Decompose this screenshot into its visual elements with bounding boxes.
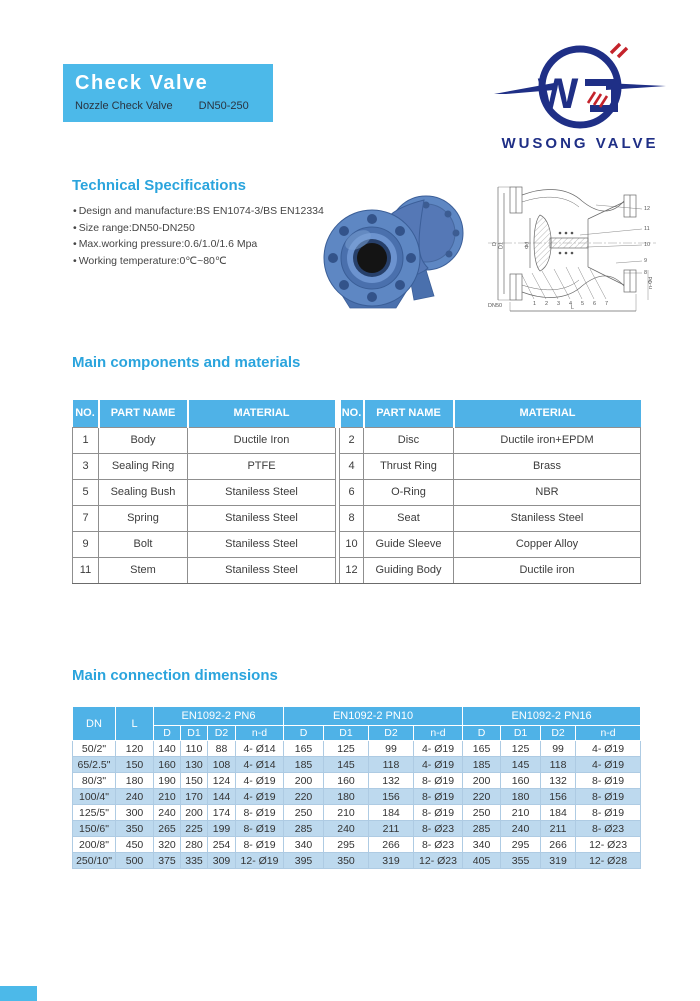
table-cell: 200 [181,805,208,821]
table-cell: 156 [369,789,414,805]
table-cell: 4 [340,453,364,479]
brand-name: WUSONG VALVE [501,135,659,152]
dim-label: L [571,305,575,311]
table-cell: Disc [364,427,454,453]
column-group-header: EN1092-2 PN10 [284,707,463,726]
table-cell: 285 [463,821,501,837]
table-cell: 170 [181,789,208,805]
callout-number: 8 [644,270,648,276]
table-cell: 211 [541,821,576,837]
table-cell: 165 [463,741,501,757]
company-logo [490,40,670,152]
table-cell: 3 [73,453,99,479]
table-cell: 185 [463,757,501,773]
table-cell: PTFE [188,453,336,479]
table-cell: 6 [340,479,364,505]
table-cell: 180 [324,789,369,805]
components-table-header [73,400,641,427]
table-cell: 375 [154,853,181,869]
table-cell: 160 [154,757,181,773]
table-cell: 80/3" [73,773,116,789]
header-row [73,400,641,427]
table-row [73,805,641,821]
table-row [73,505,641,531]
column-subheader: n-d [414,726,463,741]
table-cell: 180 [501,789,541,805]
table-cell: 200 [463,773,501,789]
column-group-header: EN1092-2 PN16 [463,707,641,726]
dimensions-table-body [73,741,641,869]
table-cell: 8- Ø19 [236,821,284,837]
callout-number: 6 [593,301,597,307]
table-cell: Ductile iron [454,557,641,583]
table-row [73,479,641,505]
table-cell: 165 [284,741,324,757]
valve-photo [322,188,470,316]
table-cell: 220 [284,789,324,805]
dim-label: Φd [524,241,531,249]
dim-label: n-Φd [648,276,654,289]
table-row [73,427,641,453]
page-title: Check Valve [75,72,209,94]
table-cell: 1 [73,427,99,453]
callout-number: 11 [644,226,650,232]
footer-corner-accent [0,986,37,1001]
table-cell: 200 [284,773,324,789]
table-cell: 319 [369,853,414,869]
table-row [73,853,641,869]
table-cell: 100/4" [73,789,116,805]
table-cell: 160 [324,773,369,789]
table-cell: 295 [324,837,369,853]
column-subheader: D2 [369,726,414,741]
table-cell: Ductile iron+EPDM [454,427,641,453]
spec-item: • Max.working pressure:0.6/1.0/1.6 Mpa [73,236,324,253]
table-cell: 340 [463,837,501,853]
table-cell: 266 [369,837,414,853]
table-cell: 144 [208,789,236,805]
table-cell: 350 [116,821,154,837]
table-cell: 125 [324,741,369,757]
table-cell: 8- Ø19 [414,805,463,821]
table-cell: 120 [116,741,154,757]
table-cell: O-Ring [364,479,454,505]
table-cell: 184 [541,805,576,821]
table-cell: 12- Ø23 [414,853,463,869]
table-cell: 254 [208,837,236,853]
table-cell: 395 [284,853,324,869]
table-cell: 240 [501,821,541,837]
table-cell: Stem [99,557,188,583]
column-header: NO. [73,400,99,427]
table-cell: 210 [501,805,541,821]
table-cell: 88 [208,741,236,757]
table-cell: 265 [154,821,181,837]
table-cell: 9 [73,531,99,557]
table-cell: 8- Ø23 [414,837,463,853]
table-cell: 266 [541,837,576,853]
column-subheader: D [154,726,181,741]
table-cell: 65/2.5" [73,757,116,773]
table-cell: 10 [340,531,364,557]
table-row [73,557,641,583]
spec-item: • Size range:DN50-DN250 [73,220,324,237]
table-cell: 118 [541,757,576,773]
table-cell: 150 [116,757,154,773]
table-cell: Staniless Steel [188,479,336,505]
table-cell: 184 [369,805,414,821]
table-cell: Staniless Steel [188,531,336,557]
table-row [73,531,641,557]
table-row [73,453,641,479]
table-cell: 250/10" [73,853,116,869]
table-cell: 12 [340,557,364,583]
table-row [73,789,641,805]
column-header: PART NAME [99,400,188,427]
table-row [73,773,641,789]
table-cell: Copper Alloy [454,531,641,557]
section-heading-specs: Technical Specifications [72,177,246,194]
callout-number: 12 [644,206,651,212]
table-cell: Seat [364,505,454,531]
table-cell: 319 [541,853,576,869]
table-cell: 4- Ø19 [576,741,641,757]
table-cell: 4- Ø19 [414,741,463,757]
column-subheader: D1 [181,726,208,741]
table-cell: 99 [369,741,414,757]
table-cell: 240 [154,805,181,821]
dimensions-table-header [73,707,641,741]
table-cell: Bolt [99,531,188,557]
table-cell: 450 [116,837,154,853]
column-group-header: EN1092-2 PN6 [154,707,284,726]
dim-label: D [492,242,498,246]
table-cell: 250 [284,805,324,821]
table-row [73,741,641,757]
callout-number: 9 [644,258,648,264]
product-type-label: Nozzle Check Valve [75,100,173,112]
table-cell: 130 [181,757,208,773]
table-cell: 110 [181,741,208,757]
column-subheader: D [463,726,501,741]
spec-item: • Working temperature:0℃~80℃ [73,253,324,270]
table-cell: 280 [181,837,208,853]
column-header: NO. [340,400,364,427]
table-cell: 8- Ø19 [414,773,463,789]
table-cell: 5 [73,479,99,505]
components-table [72,400,641,584]
table-cell: 355 [501,853,541,869]
table-cell: 240 [116,789,154,805]
column-subheader: D2 [208,726,236,741]
callout-number: 3 [557,301,561,307]
table-cell: Staniless Steel [188,557,336,583]
table-cell: 145 [324,757,369,773]
table-cell: 160 [501,773,541,789]
section-heading-dimensions: Main connection dimensions [72,667,278,684]
table-cell: 118 [369,757,414,773]
column-subheader: D1 [501,726,541,741]
table-cell: 125 [501,741,541,757]
table-cell: 12- Ø28 [576,853,641,869]
table-cell: 4- Ø19 [236,789,284,805]
table-cell: 7 [73,505,99,531]
table-cell: 12- Ø19 [236,853,284,869]
table-cell: Staniless Steel [188,505,336,531]
table-cell: 220 [463,789,501,805]
table-cell: 4- Ø19 [414,757,463,773]
title-banner [63,64,273,122]
table-cell: NBR [454,479,641,505]
callout-number: 1 [533,301,537,307]
callout-number: 7 [605,301,609,307]
table-cell: 210 [154,789,181,805]
table-cell: 250 [463,805,501,821]
table-cell: 99 [541,741,576,757]
table-cell: 350 [324,853,369,869]
table-cell: 300 [116,805,154,821]
table-cell: 211 [369,821,414,837]
dim-label: DN50 [488,303,503,309]
table-cell: 320 [154,837,181,853]
table-cell: 8- Ø19 [236,805,284,821]
valve-section-drawing [476,171,668,319]
table-cell: Thrust Ring [364,453,454,479]
table-cell: 200/8" [73,837,116,853]
table-cell: 225 [181,821,208,837]
table-cell: 8- Ø23 [414,821,463,837]
table-cell: 4- Ø19 [576,757,641,773]
table-cell: 150 [181,773,208,789]
table-cell: Staniless Steel [454,505,641,531]
table-cell: 4- Ø14 [236,741,284,757]
table-cell: 8 [340,505,364,531]
table-cell: 174 [208,805,236,821]
logo-mark-icon [492,40,668,134]
column-header: PART NAME [364,400,454,427]
table-cell: 340 [284,837,324,853]
table-cell: Sealing Ring [99,453,188,479]
callout-number: 10 [644,242,651,248]
table-cell: Guide Sleeve [364,531,454,557]
table-cell: 8- Ø23 [576,821,641,837]
table-cell: 150/6" [73,821,116,837]
table-cell: 4- Ø19 [236,773,284,789]
table-row [73,821,641,837]
table-cell: 8- Ø19 [576,789,641,805]
column-subheader: D [284,726,324,741]
dim-label: D1 [498,241,505,249]
table-cell: 210 [324,805,369,821]
callout-number: 5 [581,301,585,307]
table-cell: Guiding Body [364,557,454,583]
column-header: MATERIAL [454,400,641,427]
table-cell: Sealing Bush [99,479,188,505]
table-cell: 12- Ø23 [576,837,641,853]
table-cell: Ductile Iron [188,427,336,453]
table-cell: 285 [284,821,324,837]
table-cell: 8- Ø19 [576,773,641,789]
table-cell: 405 [463,853,501,869]
column-header: L [116,707,154,741]
table-cell: 500 [116,853,154,869]
table-cell: 140 [154,741,181,757]
table-cell: Spring [99,505,188,531]
callout-number: 2 [545,301,549,307]
table-cell: 8- Ø19 [414,789,463,805]
table-cell: 156 [541,789,576,805]
table-row [73,837,641,853]
table-cell: 295 [501,837,541,853]
size-range-label: DN50-250 [198,100,249,112]
table-cell: 124 [208,773,236,789]
table-cell: 309 [208,853,236,869]
svg-text:W: W [537,70,579,118]
column-subheader: D2 [541,726,576,741]
table-cell: 125/5" [73,805,116,821]
table-cell: 108 [208,757,236,773]
table-cell: 180 [116,773,154,789]
table-row [73,757,641,773]
column-subheader: D1 [324,726,369,741]
column-header: DN [73,707,116,741]
column-subheader: n-d [576,726,641,741]
dimensions-table [72,706,641,869]
column-subheader: n-d [236,726,284,741]
callout-number: 4 [569,301,573,307]
header-row [73,707,641,726]
table-cell: 185 [284,757,324,773]
section-heading-components: Main components and materials [72,354,301,371]
table-cell: 11 [73,557,99,583]
table-cell: 4- Ø14 [236,757,284,773]
column-header: MATERIAL [188,400,336,427]
table-cell: 335 [181,853,208,869]
spec-item: • Design and manufacture:BS EN1074-3/BS EN12334 [73,203,324,220]
table-cell: 8- Ø19 [576,805,641,821]
table-cell: 50/2" [73,741,116,757]
table-cell: 2 [340,427,364,453]
table-cell: 145 [501,757,541,773]
table-cell: 132 [369,773,414,789]
table-cell: 190 [154,773,181,789]
table-cell: Brass [454,453,641,479]
table-cell: Body [99,427,188,453]
spec-bullet-list [73,203,324,269]
page-subtitle [75,100,273,112]
table-cell: 8- Ø19 [236,837,284,853]
table-cell: 132 [541,773,576,789]
table-cell: 240 [324,821,369,837]
header-row [73,726,641,741]
components-table-body [73,427,641,583]
table-cell: 199 [208,821,236,837]
